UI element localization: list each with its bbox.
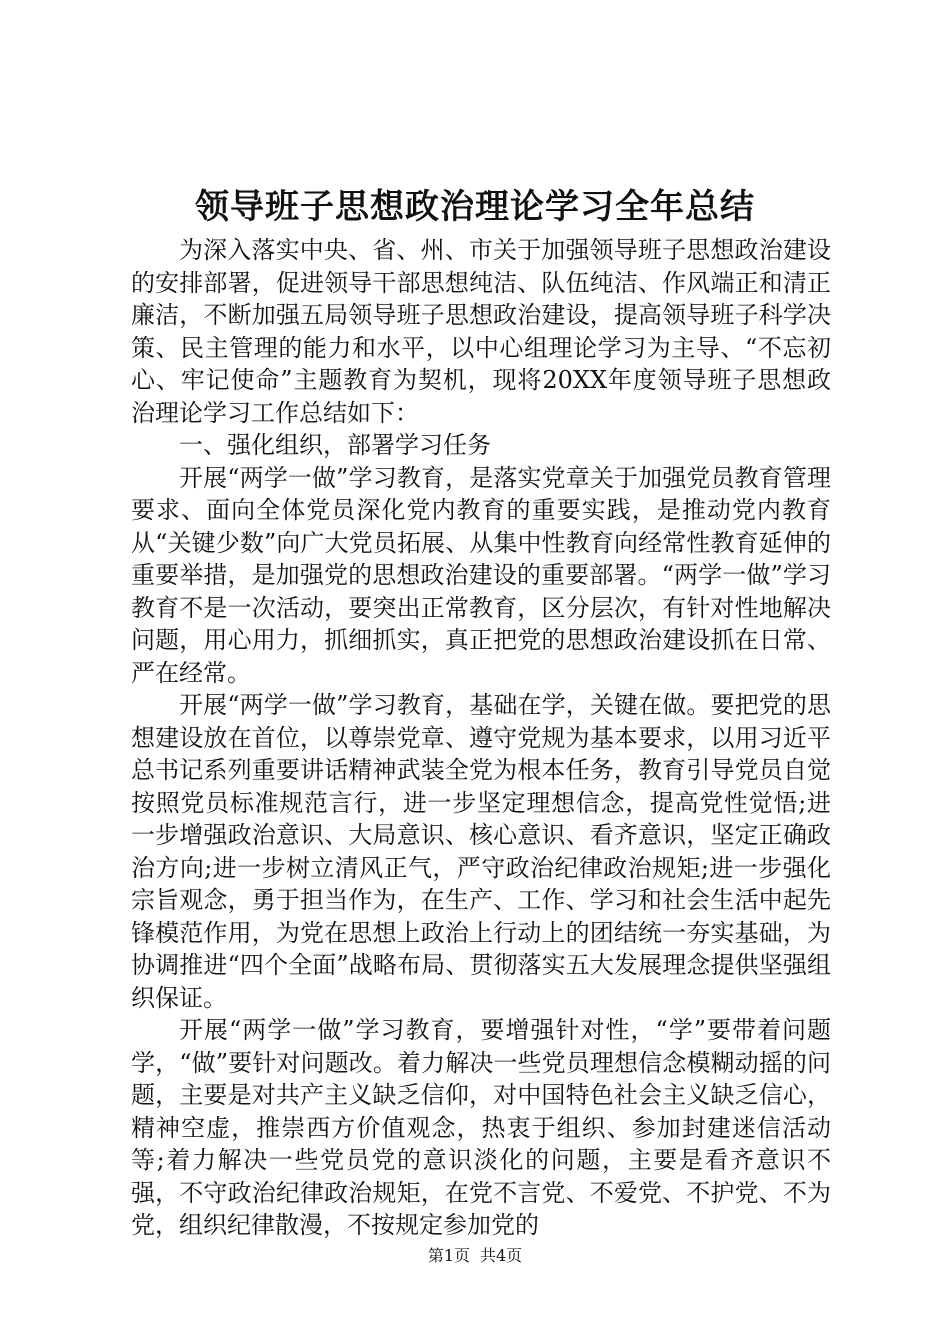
document-body xyxy=(131,234,831,1242)
body-paragraph-3: 开展“两学一做”学习教育，要增强针对性，“学”要带着问题学，“做”要针对问题改。着力解决一些党员理想信念模糊动摇的问题，主要是对共产主义缺乏信仰，对中国特色社会主义缺乏信心，精神空虚，推崇西方价值观念，热衷于组织、参加封建迷信活动等;着力解决一些党员党的意识淡化的问题，主要是看齐意识不强，不守政治纪律政治规矩，在党不言党、不爱党、不护党、不为党，组织纪律散漫，不按规定参加党的 xyxy=(131,1016,831,1239)
body-paragraph-1: 开展“两学一做”学习教育，是落实党章关于加强党员教育管理要求、面向全体党员深化党内教育的重要实践，是推动党内教育从“关键少数”向广大党员拓展、从集中性教育向经常性教育延伸的重要举措，是加强党的思想政治建设的重要部署。“两学一做”学习教育不是一次活动，要突出正常教育，区分层次，有针对性地解决问题，用心用力，抓细抓实，真正把党的思想政治建设抓在日常、严在经常。 xyxy=(131,463,831,687)
document-title: 领导班子思想政治理论学习全年总结 xyxy=(195,187,755,227)
page-footer xyxy=(0,1244,950,1268)
section-heading: 一、强化组织，部署学习任务 xyxy=(179,431,491,459)
page-total: 共4页 xyxy=(480,1246,523,1265)
intro-paragraph: 为深入落实中央、省、州、市关于加强领导班子思想政治建设的安排部署，促进领导干部思想纯洁、队伍纯洁、作风端正和清正廉洁，不断加强五局领导班子思想政治建设，提高领导班子科学决策、民主管理的能力和水平，以中心组理论学习为主导、“不忘初心、牢记使命”主题教育为契机，现将20XX年度领导班子思想政治理论学习工作总结如下： xyxy=(131,236,831,427)
body-paragraph-2: 开展“两学一做”学习教育，基础在学，关键在做。要把党的思想建设放在首位，以尊崇党章、遵守党规为基本要求，以用习近平总书记系列重要讲话精神武装全党为根本任务，教育引导党员自觉按照党员标准规范言行，进一步坚定理想信念，提高党性觉悟;进一步增强政治意识、大局意识、核心意识、看齐意识，坚定正确政治方向;进一步树立清风正气，严守政治纪律政治规矩;进一步强化宗旨观念，勇于担当作为，在生产、工作、学习和社会生活中起先锋模范作用，为党在思想上政治上行动上的团结统一夯实基础，为协调推进“四个全面”战略布局、贯彻落实五大发展理念提供坚强组织保证。 xyxy=(131,691,831,1012)
page-number: 第1页 xyxy=(427,1246,470,1265)
